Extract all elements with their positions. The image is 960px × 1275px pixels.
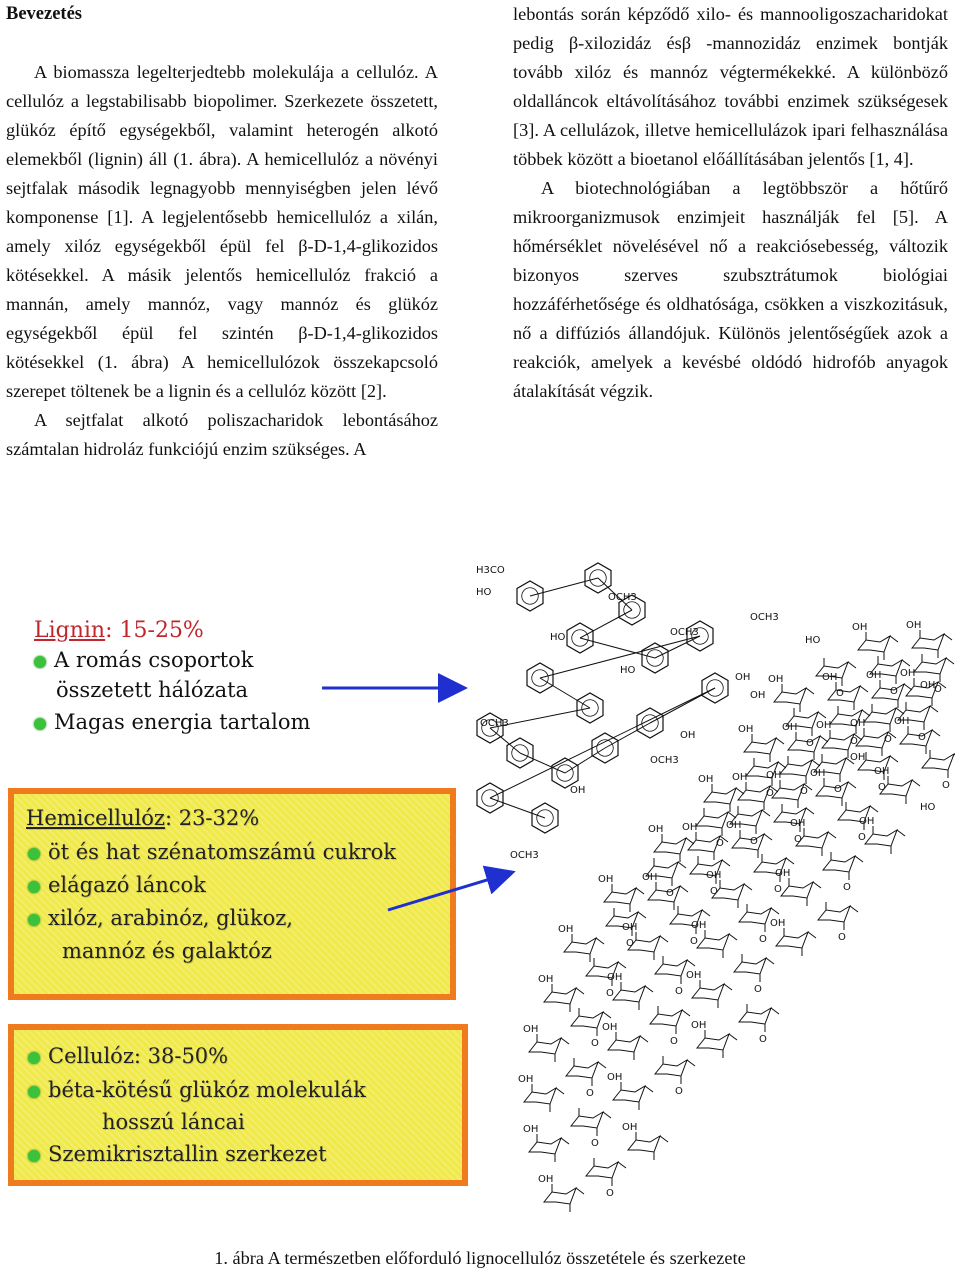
cellulose-bullet: Cellulóz: 38-50%	[28, 1044, 228, 1068]
och3-label: OCH3	[650, 755, 679, 766]
bond	[561, 1038, 569, 1044]
bond	[603, 1112, 611, 1118]
bond	[890, 756, 898, 762]
oh-label: OH	[598, 874, 614, 885]
bond	[722, 860, 730, 866]
oh-label: OH	[770, 918, 786, 929]
och3-label: OCH3	[510, 850, 539, 861]
o-label: O	[759, 1034, 767, 1045]
o-label: O	[850, 736, 858, 747]
cellulose-bullet: Szemikrisztallin szerkezet	[28, 1142, 327, 1166]
pyranose-ring	[776, 932, 808, 948]
oh-label: OH	[768, 674, 784, 685]
o-label: O	[794, 834, 802, 845]
oh-label: OH	[523, 1124, 539, 1135]
bond	[806, 808, 814, 814]
o-label: O	[918, 732, 926, 743]
oh-label: OH	[682, 822, 698, 833]
oh-label: OH	[810, 768, 826, 779]
bond	[771, 908, 779, 914]
bond	[896, 708, 904, 714]
bond	[576, 1188, 584, 1194]
o-label: O	[834, 784, 842, 795]
oh-label: OH	[920, 680, 936, 691]
oh-label: OH	[850, 752, 866, 763]
o-label: O	[800, 786, 808, 797]
oh-label: OH	[874, 766, 890, 777]
pyranose-ring	[734, 958, 766, 974]
oh-label: OH	[738, 724, 754, 735]
bond	[576, 988, 584, 994]
o-label: O	[838, 932, 846, 943]
pyranose-ring	[922, 754, 954, 770]
pyranose-ring	[564, 938, 596, 954]
o-label: O	[754, 984, 762, 995]
bond	[862, 710, 870, 716]
o-label: O	[716, 838, 724, 849]
bond	[680, 886, 688, 892]
pyranose-ring	[828, 686, 860, 702]
pyranose-ring	[604, 888, 636, 904]
bond	[764, 834, 772, 840]
bond	[897, 830, 905, 836]
oh-label: OH	[558, 924, 574, 935]
oh-label: OH	[518, 1074, 534, 1085]
och3-label: OCH3	[480, 718, 509, 729]
pyranose-ring	[697, 934, 729, 950]
o-label: O	[710, 886, 718, 897]
pyranose-ring	[613, 986, 645, 1002]
pyranose-ring	[529, 1138, 561, 1154]
bond	[736, 788, 744, 794]
pyranose-ring	[744, 738, 776, 754]
bond	[618, 1162, 626, 1168]
bond	[660, 936, 668, 942]
figure-caption: 1. ábra A természetben előforduló lignocellulóz összetétele és szerkezete	[214, 1248, 746, 1268]
pyranose-ring	[544, 1188, 576, 1204]
bond	[556, 1088, 564, 1094]
o-label: O	[690, 936, 698, 947]
o-label: O	[890, 686, 898, 697]
bond	[870, 806, 878, 812]
pyranose-ring	[566, 1062, 598, 1078]
bond	[808, 932, 816, 938]
pyranose-ring	[608, 1036, 640, 1052]
oh-label: OH	[607, 972, 623, 983]
pyranose-ring	[655, 960, 687, 976]
bond	[598, 1062, 606, 1068]
oh-label: OH	[859, 816, 875, 827]
pyranose-ring	[858, 636, 890, 652]
oh-label: OH	[735, 672, 751, 683]
pyranose-ring	[648, 886, 680, 902]
hemicellulose-title: Hemicellulóz: 23-32%	[26, 806, 260, 830]
lignin-bullet: A romás csoportok	[34, 648, 254, 672]
bond	[645, 1086, 653, 1092]
bond	[776, 738, 784, 744]
bond	[860, 686, 868, 692]
pyranose-ring	[696, 812, 728, 828]
pyranose-ring	[739, 908, 771, 924]
ho-label: HO	[620, 665, 636, 676]
bond	[762, 810, 770, 816]
lignin-bullet-continued: összetett hálózata	[56, 678, 249, 702]
bond	[932, 730, 940, 736]
o-label: O	[626, 938, 634, 949]
bond	[687, 960, 695, 966]
bond	[850, 906, 858, 912]
oh-label: OH	[698, 774, 714, 785]
bond	[904, 684, 912, 690]
oh-label: OH	[782, 722, 798, 733]
och3-label: OCH3	[750, 612, 779, 623]
oh-label: OH	[894, 716, 910, 727]
oh-label: OH	[750, 690, 766, 701]
pyranose-ring	[900, 730, 932, 746]
bond	[580, 610, 632, 638]
bond	[660, 1136, 668, 1142]
pyranose-ring	[732, 834, 764, 850]
o-label: O	[806, 738, 814, 749]
oh-label: OH	[691, 920, 707, 931]
oh-label: OH	[726, 820, 742, 831]
bond	[806, 688, 814, 694]
bond	[848, 782, 856, 788]
oh-label: OH	[906, 620, 922, 631]
oh-label: OH	[622, 922, 638, 933]
o-label: O	[606, 988, 614, 999]
bond	[596, 938, 604, 944]
pyranose-ring	[872, 684, 904, 700]
bond	[848, 662, 856, 668]
bond	[778, 762, 786, 768]
pyranose-ring	[544, 988, 576, 1004]
right-text-column	[513, 0, 948, 406]
oh-label: OH	[852, 622, 868, 633]
bond	[813, 882, 821, 888]
oh-label: OH	[602, 1022, 618, 1033]
o-label: O	[670, 1036, 678, 1047]
paragraph: A biomassza legelterjedtebb molekulája a cellulóz. A cellulóz a legstabilisabb biopolimer. Szerkezete összetett, glükóz építő egységekből, valamint heterogén alkotó elemekből (lignin) áll (1. ábra). A hemicellulóz a növényi sejtfalak második legnagyobb mennyiségben jelen lévő komponense [1]. A legjelentősebb hemicellulóz a xilán, amely xilóz egységekből épül fel β-D-1,4-glikozidos kötésekkel. A másik jelentős hemicellulóz frakció a mannán, amely mannóz, vagy mannóz és glükóz egységekből épül fel szintén β-D-1,4-glikozidos kötésekkel (1. ábra) A hemicellulózok összekapcsoló szerepet töltenek be a lignin és a cellulóz között [2].	[6, 62, 438, 401]
bond	[890, 636, 898, 642]
ho-label: HO	[805, 635, 821, 646]
paragraph: A biotechnológiában a legtöbbször a hőtűrő mikroorganizmusok enzimjeit használják fel [5]. A hőmérséklet növelésével nő a reakciósebesség, változik bizonyos szerves szubsztrátumok biológiai hozzáférhetősége és oldhatósága, csökken a viszkozitásuk, nő a diffúziós állandójuk. Különös jelentőségűek azok a reakciók, amelyek a kevésbé oldódó hidrofób anyagok átalakítását végzik.	[513, 178, 948, 401]
bond	[520, 753, 565, 773]
o-label: O	[774, 884, 782, 895]
o-label: O	[858, 832, 866, 843]
pyranose-ring	[628, 1136, 660, 1152]
bond	[618, 962, 626, 968]
bond	[682, 1010, 690, 1016]
lignocellulose-figure	[0, 548, 960, 1248]
pyranose-ring	[780, 760, 812, 776]
bond	[686, 838, 694, 844]
bond	[729, 934, 737, 940]
hemicellulose-bullet: elágazó láncok	[28, 873, 206, 897]
cellulose-bullet: béta-kötésű glükóz molekulák	[28, 1078, 366, 1102]
h3co-label: H3CO	[476, 565, 505, 576]
o-label: O	[586, 1088, 594, 1099]
oh-label: OH	[775, 868, 791, 879]
bond	[818, 712, 826, 718]
cellulose-bullet-continued: hosszú láncai	[102, 1110, 245, 1134]
bond	[771, 1008, 779, 1014]
bond	[605, 723, 650, 748]
ho-label: HO	[550, 632, 566, 643]
bond	[540, 678, 590, 708]
pyranose-ring	[697, 1034, 729, 1050]
ho-label: HO	[920, 802, 936, 813]
o-label: O	[666, 888, 674, 899]
o-label: O	[606, 1188, 614, 1199]
hemicellulose-bullet: xilóz, arabinóz, glükoz,	[28, 906, 293, 930]
bond	[561, 1138, 569, 1144]
bond	[603, 1012, 611, 1018]
o-label: O	[766, 788, 774, 799]
lignin-title-name: Lignin	[34, 618, 106, 643]
o-label: O	[884, 734, 892, 745]
och3-label: OCH3	[608, 592, 637, 603]
oh-label: OH	[732, 772, 748, 783]
oh-label: OH	[607, 1072, 623, 1083]
oh-label: OH	[816, 720, 832, 731]
pyranose-ring	[692, 984, 724, 1000]
bond	[812, 760, 820, 766]
bond	[645, 986, 653, 992]
o-label: O	[675, 1086, 683, 1097]
bond	[702, 910, 710, 916]
pyranose-ring	[816, 782, 848, 798]
pyranose-ring	[529, 1038, 561, 1054]
pyranose-ring	[788, 736, 820, 752]
bond	[902, 660, 910, 666]
bond	[828, 832, 836, 838]
bond	[786, 858, 794, 864]
pyranose-ring	[912, 634, 944, 650]
o-label: O	[878, 782, 886, 793]
o-label: O	[675, 986, 683, 997]
oh-label: OH	[790, 818, 806, 829]
oh-label: OH	[706, 870, 722, 881]
pyranose-ring	[823, 856, 855, 872]
pyranose-ring	[613, 1086, 645, 1102]
pyranose-ring	[914, 658, 946, 674]
bond	[912, 780, 920, 786]
pyranose-ring	[865, 830, 897, 846]
pyranose-ring	[864, 708, 896, 724]
lignin-bullet: Magas energia tartalom	[34, 710, 310, 734]
o-label: O	[750, 836, 758, 847]
bond	[855, 856, 863, 862]
oh-label: OH	[680, 730, 696, 741]
hemicellulose-bullet-continued: mannóz és galaktóz	[62, 939, 272, 963]
bond	[728, 812, 736, 818]
bond	[820, 736, 828, 742]
bond	[944, 634, 952, 640]
oh-label: OH	[622, 1122, 638, 1133]
pyranose-ring	[781, 882, 813, 898]
o-label: O	[591, 1038, 599, 1049]
pyranose-ring	[818, 906, 850, 922]
bond	[580, 638, 655, 658]
och3-label: OCH3	[670, 627, 699, 638]
bond	[640, 1036, 648, 1042]
pyranose-ring	[704, 788, 736, 804]
bond	[724, 984, 732, 990]
o-label: O	[759, 934, 767, 945]
oh-label: OH	[686, 970, 702, 981]
o-label: O	[934, 684, 942, 695]
o-label: O	[843, 882, 851, 893]
lignin-title-value: : 15-25%	[105, 618, 204, 643]
oh-label: OH	[648, 824, 664, 835]
o-label: O	[942, 780, 950, 791]
o-label: O	[591, 1138, 599, 1149]
bond	[766, 958, 774, 964]
bond	[638, 912, 646, 918]
oh-label: OH	[691, 1020, 707, 1031]
pyranose-ring	[650, 1010, 682, 1026]
pyranose-ring	[524, 1088, 556, 1104]
pyranose-ring	[571, 1112, 603, 1128]
pyranose-ring	[739, 1008, 771, 1024]
bond	[678, 862, 686, 868]
oh-label: OH	[900, 668, 916, 679]
paragraph: lebontás során képződő xilo- és mannooligoszacharidokat pedig β-xilozidáz ésβ -mannozidáz enzimek bontják tovább xilóz és mannóz végtermékekké. A különböző oldalláncok eltávolításához további enzimek szükségesek [3]. A cellulázok, illetve hemicellulázok ipari felhasználása többek között a bioetanol előállításában jelentős [1, 4].	[513, 4, 948, 169]
oh-label: OH	[766, 770, 782, 781]
pyranose-ring	[571, 1012, 603, 1028]
o-label: O	[836, 688, 844, 699]
ho-label: HO	[476, 587, 492, 598]
oh-label: OH	[538, 1174, 554, 1185]
bond	[930, 706, 938, 712]
oh-label: OH	[570, 785, 586, 796]
lignocellulose-structure-drawing	[450, 548, 955, 1248]
bond	[636, 888, 644, 894]
oh-label: OH	[642, 872, 658, 883]
bond	[729, 1034, 737, 1040]
pyranose-ring	[586, 1162, 618, 1178]
bond	[946, 658, 954, 664]
bond	[687, 1060, 695, 1066]
pyranose-ring	[654, 838, 686, 854]
oh-label: OH	[538, 974, 554, 985]
oh-label: OH	[866, 670, 882, 681]
pyranose-ring	[774, 688, 806, 704]
oh-label: OH	[850, 718, 866, 729]
oh-label: OH	[822, 672, 838, 683]
section-heading: Bevezetés	[6, 4, 83, 24]
bond	[744, 884, 752, 890]
oh-label: OH	[523, 1024, 539, 1035]
pyranose-ring	[655, 1060, 687, 1076]
paragraph: A sejtfalat alkotó poliszacharidok lebontásához számtalan hidroláz funkciójú enzim szükséges. A	[6, 410, 438, 459]
left-text-column	[6, 0, 438, 464]
hemicellulose-bullet: öt és hat szénatomszámú cukrok	[28, 840, 396, 864]
